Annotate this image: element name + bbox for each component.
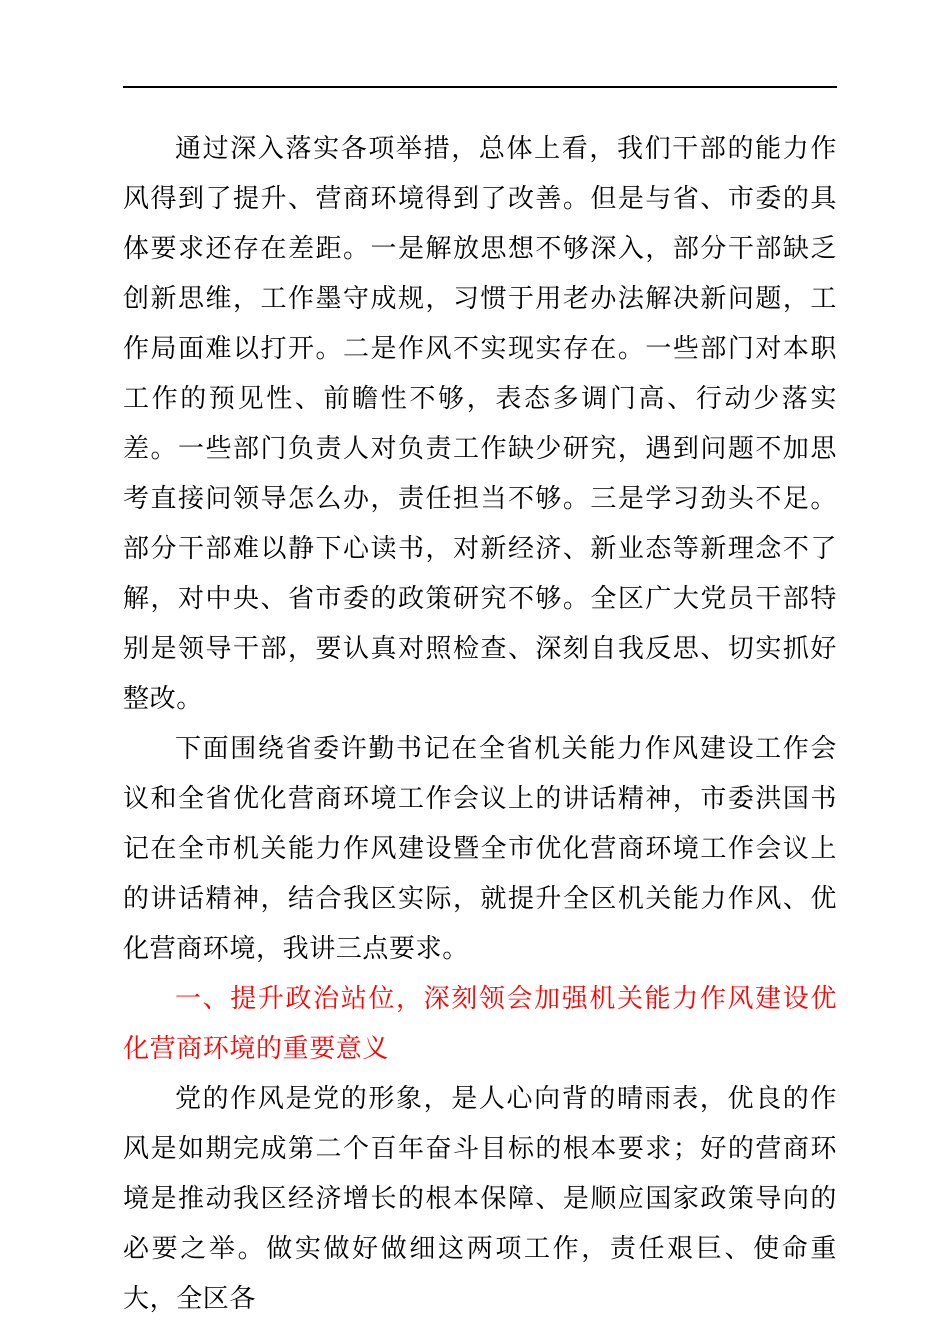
header-rule xyxy=(123,86,837,88)
paragraph-significance: 党的作风是党的形象，是人心向背的晴雨表，优良的作风是如期完成第二个百年奋斗目标的根本要求；好的营商环境是推动我区经济增长的根本保障、是顺应国家政策导向的必要之举。做实做好做细这两项工作，责任艰巨、使命重大，全区各 xyxy=(123,1084,837,1314)
document-body xyxy=(123,124,837,1324)
paragraph-shortcomings: 通过深入落实各项举措，总体上看，我们干部的能力作风得到了提升、营商环境得到了改善。但是与省、市委的具体要求还存在差距。一是解放思想不够深入，部分干部缺乏创新思维，工作墨守成规，习惯于用老办法解决新问题，工作局面难以打开。二是作风不实现实存在。一些部门对本职工作的预见性、前瞻性不够，表态多调门高、行动少落实差。一些部门负责人对负责工作缺少研究，遇到问题不加思考直接问领导怎么办，责任担当不够。三是学习劲头不足。部分干部难以静下心读书，对新经济、新业态等新理念不了解，对中央、省市委的政策研究不够。全区广大党员干部特别是领导干部，要认真对照检查、深刻自我反思、切实抓好整改。 xyxy=(123,134,837,714)
section-heading-1: 一、提升政治站位，深刻领会加强机关能力作风建设优化营商环境的重要意义 xyxy=(123,984,837,1064)
paragraph-requirements-intro: 下面围绕省委许勤书记在全省机关能力作风建设工作会议和全省优化营商环境工作会议上的讲话精神，市委洪国书记在全市机关能力作风建设暨全市优化营商环境工作会议上的讲话精神，结合我区实际，就提升全区机关能力作风、优化营商环境，我讲三点要求。 xyxy=(123,734,837,964)
